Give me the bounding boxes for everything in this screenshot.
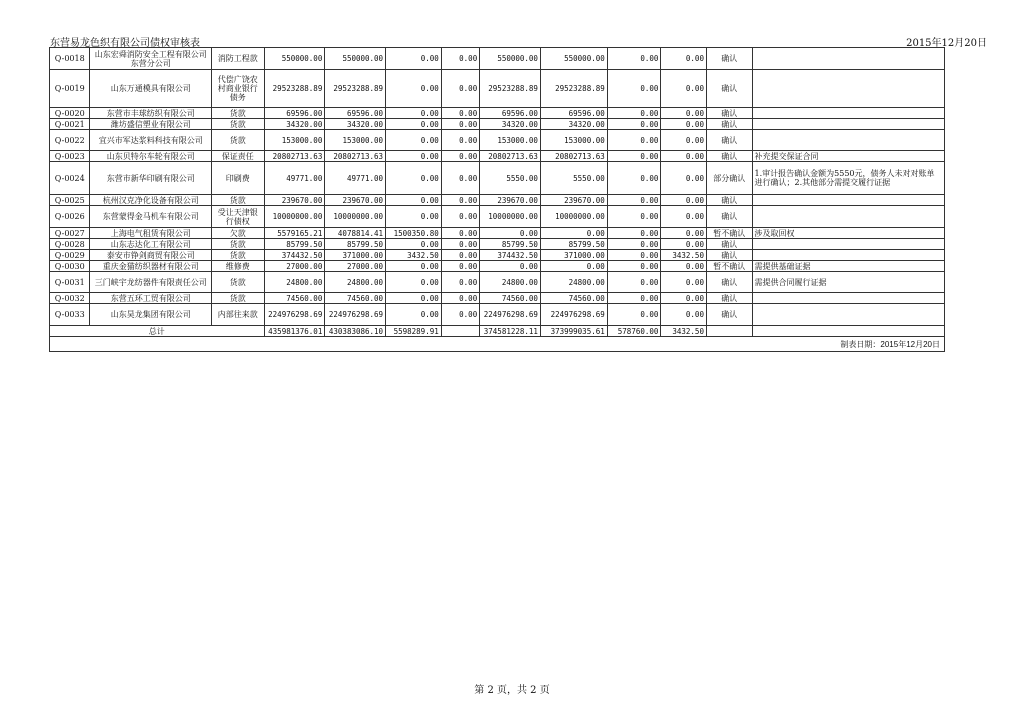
review-status-cell: 确认: [706, 206, 752, 228]
claim-id-cell: Q-0028: [50, 239, 90, 250]
amount-cell: 85799.50: [264, 239, 325, 250]
review-status-cell: 确认: [706, 293, 752, 304]
review-status-cell: 确认: [706, 304, 752, 326]
amount-cell: 1500350.80: [386, 228, 442, 239]
amount-cell: 4078814.41: [325, 228, 386, 239]
amount-cell: 0.00: [480, 228, 541, 239]
claim-type-cell: 货款: [211, 239, 264, 250]
page-number: 第 2 页，共 2 页: [474, 685, 550, 696]
claim-type-cell: 代偿广饶农村商业银行债务: [211, 70, 264, 108]
amount-cell: 29523288.89: [480, 70, 541, 108]
total-amount-cell: 3432.50: [661, 326, 707, 337]
amount-cell: 224976298.69: [480, 304, 541, 326]
remark-cell: 涉及取回权: [752, 228, 944, 239]
amount-cell: 0.00: [607, 119, 661, 130]
creditor-name-cell: 东营蒙得金马机车有限公司: [90, 206, 211, 228]
amount-cell: 0.00: [386, 108, 442, 119]
amount-cell: 0.00: [441, 70, 479, 108]
table-row: [50, 272, 945, 293]
remark-cell: [752, 293, 944, 304]
review-status-cell: 暂不确认: [706, 261, 752, 272]
amount-cell: 0.00: [441, 151, 479, 162]
creditor-name-cell: 山东万通模具有限公司: [90, 70, 211, 108]
amount-cell: 0.00: [607, 108, 661, 119]
amount-cell: 29523288.89: [540, 70, 607, 108]
amount-cell: 0.00: [661, 162, 707, 195]
remark-cell: [752, 108, 944, 119]
amount-cell: 374432.50: [264, 250, 325, 261]
claim-id-cell: Q-0024: [50, 162, 90, 195]
claim-type-cell: 保证责任: [211, 151, 264, 162]
claim-type-cell: 欠款: [211, 228, 264, 239]
amount-cell: 224976298.69: [540, 304, 607, 326]
amount-cell: 85799.50: [540, 239, 607, 250]
amount-cell: 24800.00: [540, 272, 607, 293]
amount-cell: 0.00: [607, 151, 661, 162]
amount-cell: 69596.00: [540, 108, 607, 119]
amount-cell: 34320.00: [540, 119, 607, 130]
document-title: 东营易龙色织有限公司债权审核表: [50, 38, 200, 49]
creditor-name-cell: 山东贝特尔车轮有限公司: [90, 151, 211, 162]
amount-cell: 0.00: [441, 304, 479, 326]
review-status-cell: 确认: [706, 151, 752, 162]
amount-cell: 0.00: [607, 130, 661, 151]
amount-cell: 0.00: [540, 261, 607, 272]
amount-cell: 0.00: [661, 130, 707, 151]
amount-cell: 0.00: [441, 108, 479, 119]
table-row: [50, 304, 945, 326]
remark-cell: [752, 130, 944, 151]
claim-type-cell: 货款: [211, 250, 264, 261]
amount-cell: 0.00: [441, 261, 479, 272]
amount-cell: 3432.50: [386, 250, 442, 261]
amount-cell: 239670.00: [480, 195, 541, 206]
creditor-name-cell: 山东昊龙集团有限公司: [90, 304, 211, 326]
amount-cell: 153000.00: [480, 130, 541, 151]
amount-cell: 224976298.69: [325, 304, 386, 326]
amount-cell: 74560.00: [540, 293, 607, 304]
review-status-cell: 确认: [706, 119, 752, 130]
creditor-name-cell: 东营市丰球纺织有限公司: [90, 108, 211, 119]
amount-cell: 10000000.00: [325, 206, 386, 228]
claim-type-cell: 货款: [211, 272, 264, 293]
amount-cell: 20802713.63: [480, 151, 541, 162]
table-row: [50, 130, 945, 151]
table-row: [50, 119, 945, 130]
amount-cell: 20802713.63: [540, 151, 607, 162]
amount-cell: 239670.00: [264, 195, 325, 206]
amount-cell: 0.00: [441, 130, 479, 151]
claim-type-cell: 消防工程款: [211, 48, 264, 70]
total-amount-cell: 5598289.91: [386, 326, 442, 337]
table-row: [50, 261, 945, 272]
remark-cell: 需提供基础证据: [752, 261, 944, 272]
amount-cell: 0.00: [607, 261, 661, 272]
amount-cell: 0.00: [441, 250, 479, 261]
total-amount-cell: 435981376.01: [264, 326, 325, 337]
amount-cell: 0.00: [607, 250, 661, 261]
total-amount-cell: [441, 326, 479, 337]
table-row: [50, 70, 945, 108]
review-status-cell: 确认: [706, 272, 752, 293]
amount-cell: 371000.00: [540, 250, 607, 261]
total-amount-cell: 374581228.11: [480, 326, 541, 337]
amount-cell: 69596.00: [264, 108, 325, 119]
amount-cell: 0.00: [441, 206, 479, 228]
amount-cell: 20802713.63: [325, 151, 386, 162]
empty-cell: [752, 326, 944, 337]
amount-cell: 0.00: [386, 272, 442, 293]
amount-cell: 3432.50: [661, 250, 707, 261]
remark-cell: 1.审计报告确认金额为5550元，债务人未对对账单进行确认；2.其他部分需提交履行证据: [752, 162, 944, 195]
amount-cell: 0.00: [441, 272, 479, 293]
amount-cell: 5550.00: [480, 162, 541, 195]
claim-id-cell: Q-0022: [50, 130, 90, 151]
total-amount-cell: 578760.00: [607, 326, 661, 337]
amount-cell: 5550.00: [540, 162, 607, 195]
amount-cell: 0.00: [607, 239, 661, 250]
claim-id-cell: Q-0032: [50, 293, 90, 304]
table-row: [50, 206, 945, 228]
amount-cell: 153000.00: [540, 130, 607, 151]
creditor-name-cell: 宜兴市军达浆料科技有限公司: [90, 130, 211, 151]
table-row: [50, 151, 945, 162]
amount-cell: 5579165.21: [264, 228, 325, 239]
amount-cell: 0.00: [386, 48, 442, 70]
claim-type-cell: 受让天津银行债权: [211, 206, 264, 228]
amount-cell: 0.00: [441, 162, 479, 195]
empty-cell: [706, 326, 752, 337]
amount-cell: 0.00: [386, 239, 442, 250]
amount-cell: 0.00: [607, 304, 661, 326]
amount-cell: 0.00: [441, 228, 479, 239]
creditor-name-cell: 东营市新华印刷有限公司: [90, 162, 211, 195]
table-row: [50, 48, 945, 70]
amount-cell: 34320.00: [264, 119, 325, 130]
claim-type-cell: 货款: [211, 119, 264, 130]
table-row: [50, 162, 945, 195]
creditor-name-cell: 山东宏舜消防安全工程有限公司东营分公司: [90, 48, 211, 70]
claim-type-cell: 货款: [211, 130, 264, 151]
amount-cell: 0.00: [607, 272, 661, 293]
claim-id-cell: Q-0026: [50, 206, 90, 228]
amount-cell: 0.00: [661, 272, 707, 293]
table-row: [50, 293, 945, 304]
amount-cell: 0.00: [386, 293, 442, 304]
review-status-cell: 暂不确认: [706, 228, 752, 239]
claim-id-cell: Q-0027: [50, 228, 90, 239]
creditor-name-cell: 潍坊盛信塑业有限公司: [90, 119, 211, 130]
amount-cell: 239670.00: [325, 195, 386, 206]
remark-cell: [752, 70, 944, 108]
claim-type-cell: 印刷费: [211, 162, 264, 195]
claim-id-cell: Q-0018: [50, 48, 90, 70]
amount-cell: 29523288.89: [264, 70, 325, 108]
total-row: [50, 326, 945, 337]
claim-type-cell: 货款: [211, 293, 264, 304]
amount-cell: 550000.00: [264, 48, 325, 70]
amount-cell: 0.00: [607, 70, 661, 108]
review-status-cell: 确认: [706, 70, 752, 108]
creditor-name-cell: 三门峡宇龙纺器件有限责任公司: [90, 272, 211, 293]
claims-review-table: [49, 47, 945, 352]
amount-cell: 0.00: [661, 119, 707, 130]
creditor-name-cell: 山东志达化工有限公司: [90, 239, 211, 250]
amount-cell: 0.00: [661, 304, 707, 326]
table-row: [50, 239, 945, 250]
prepared-date: 制表日期：2015年12月20日: [50, 337, 945, 352]
amount-cell: 0.00: [607, 195, 661, 206]
amount-cell: 0.00: [540, 228, 607, 239]
amount-cell: 0.00: [386, 195, 442, 206]
amount-cell: 10000000.00: [480, 206, 541, 228]
total-amount-cell: 373999035.61: [540, 326, 607, 337]
amount-cell: 0.00: [480, 261, 541, 272]
amount-cell: 0.00: [386, 261, 442, 272]
remark-cell: 需提供合同履行证据: [752, 272, 944, 293]
amount-cell: 550000.00: [480, 48, 541, 70]
table-row: [50, 195, 945, 206]
amount-cell: 0.00: [607, 228, 661, 239]
remark-cell: [752, 195, 944, 206]
total-amount-cell: 430383086.10: [325, 326, 386, 337]
amount-cell: 0.00: [607, 293, 661, 304]
claim-id-cell: Q-0029: [50, 250, 90, 261]
amount-cell: 49771.00: [264, 162, 325, 195]
creditor-name-cell: 上海电气租赁有限公司: [90, 228, 211, 239]
amount-cell: 0.00: [386, 162, 442, 195]
amount-cell: 0.00: [441, 48, 479, 70]
amount-cell: 0.00: [386, 130, 442, 151]
amount-cell: 27000.00: [325, 261, 386, 272]
amount-cell: 0.00: [386, 151, 442, 162]
table-row: [50, 108, 945, 119]
claim-id-cell: Q-0033: [50, 304, 90, 326]
claim-id-cell: Q-0030: [50, 261, 90, 272]
amount-cell: 29523288.89: [325, 70, 386, 108]
amount-cell: 24800.00: [325, 272, 386, 293]
table-row: [50, 250, 945, 261]
amount-cell: 0.00: [441, 119, 479, 130]
amount-cell: 0.00: [607, 48, 661, 70]
amount-cell: 0.00: [441, 239, 479, 250]
claim-id-cell: Q-0021: [50, 119, 90, 130]
remark-cell: [752, 48, 944, 70]
amount-cell: 0.00: [607, 206, 661, 228]
amount-cell: 0.00: [386, 206, 442, 228]
footer-row: [50, 337, 945, 352]
amount-cell: 10000000.00: [264, 206, 325, 228]
remark-cell: [752, 304, 944, 326]
amount-cell: 0.00: [661, 261, 707, 272]
claim-type-cell: 维修费: [211, 261, 264, 272]
creditor-name-cell: 东营五环工贸有限公司: [90, 293, 211, 304]
amount-cell: 0.00: [441, 195, 479, 206]
claim-type-cell: 内部往来款: [211, 304, 264, 326]
creditor-name-cell: 杭州汉克净化设备有限公司: [90, 195, 211, 206]
amount-cell: 0.00: [607, 162, 661, 195]
amount-cell: 239670.00: [540, 195, 607, 206]
amount-cell: 85799.50: [480, 239, 541, 250]
amount-cell: 0.00: [661, 70, 707, 108]
amount-cell: 74560.00: [264, 293, 325, 304]
remark-cell: [752, 239, 944, 250]
amount-cell: 24800.00: [264, 272, 325, 293]
claim-id-cell: Q-0020: [50, 108, 90, 119]
review-status-cell: 确认: [706, 48, 752, 70]
remark-cell: [752, 119, 944, 130]
amount-cell: 550000.00: [325, 48, 386, 70]
header-date: 2015年12月20日: [906, 38, 987, 49]
amount-cell: 0.00: [661, 228, 707, 239]
amount-cell: 0.00: [661, 239, 707, 250]
amount-cell: 27000.00: [264, 261, 325, 272]
amount-cell: 74560.00: [480, 293, 541, 304]
total-label: 总计: [50, 326, 265, 337]
amount-cell: 224976298.69: [264, 304, 325, 326]
amount-cell: 24800.00: [480, 272, 541, 293]
amount-cell: 0.00: [661, 195, 707, 206]
amount-cell: 153000.00: [325, 130, 386, 151]
amount-cell: 20802713.63: [264, 151, 325, 162]
amount-cell: 69596.00: [325, 108, 386, 119]
claim-id-cell: Q-0019: [50, 70, 90, 108]
amount-cell: 153000.00: [264, 130, 325, 151]
review-status-cell: 确认: [706, 108, 752, 119]
amount-cell: 0.00: [661, 293, 707, 304]
remark-cell: 补充提交保证合同: [752, 151, 944, 162]
amount-cell: 0.00: [661, 206, 707, 228]
remark-cell: [752, 250, 944, 261]
creditor-name-cell: 泰安市铮剑商贸有限公司: [90, 250, 211, 261]
review-status-cell: 部分确认: [706, 162, 752, 195]
claim-id-cell: Q-0023: [50, 151, 90, 162]
amount-cell: 0.00: [386, 119, 442, 130]
amount-cell: 374432.50: [480, 250, 541, 261]
review-status-cell: 确认: [706, 250, 752, 261]
amount-cell: 0.00: [441, 293, 479, 304]
creditor-name-cell: 重庆金猫纺织器材有限公司: [90, 261, 211, 272]
claim-id-cell: Q-0025: [50, 195, 90, 206]
amount-cell: 34320.00: [480, 119, 541, 130]
table-row: [50, 228, 945, 239]
amount-cell: 85799.50: [325, 239, 386, 250]
review-status-cell: 确认: [706, 239, 752, 250]
claim-type-cell: 货款: [211, 195, 264, 206]
claim-id-cell: Q-0031: [50, 272, 90, 293]
amount-cell: 34320.00: [325, 119, 386, 130]
amount-cell: 0.00: [661, 151, 707, 162]
amount-cell: 49771.00: [325, 162, 386, 195]
amount-cell: 74560.00: [325, 293, 386, 304]
amount-cell: 371000.00: [325, 250, 386, 261]
amount-cell: 69596.00: [480, 108, 541, 119]
review-status-cell: 确认: [706, 195, 752, 206]
amount-cell: 0.00: [386, 70, 442, 108]
claim-type-cell: 货款: [211, 108, 264, 119]
review-status-cell: 确认: [706, 130, 752, 151]
amount-cell: 0.00: [386, 304, 442, 326]
amount-cell: 10000000.00: [540, 206, 607, 228]
amount-cell: 0.00: [661, 108, 707, 119]
amount-cell: 550000.00: [540, 48, 607, 70]
amount-cell: 0.00: [661, 48, 707, 70]
remark-cell: [752, 206, 944, 228]
